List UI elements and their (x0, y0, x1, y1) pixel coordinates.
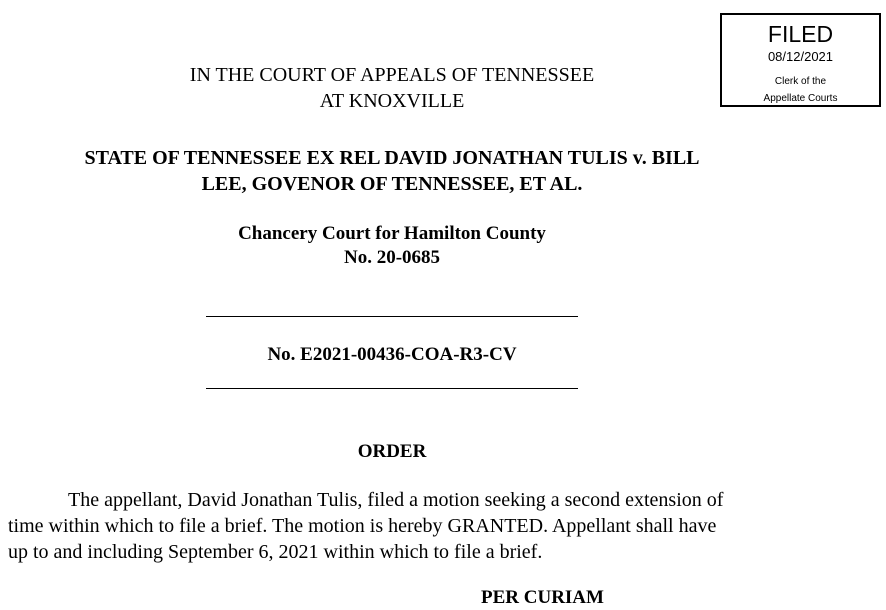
order-line-3: up to and including September 6, 2021 within which to file a brief. (8, 541, 543, 563)
filed-status: FILED (767, 21, 834, 47)
docket-number: No. E2021-00436-COA-R3-CV (267, 344, 517, 365)
clerk-line-1: Clerk of the (774, 76, 827, 87)
order-body (8, 487, 786, 565)
trial-court-name: Chancery Court for Hamilton County (238, 223, 546, 244)
divider-bottom (206, 388, 578, 389)
order-line-1: The appellant, David Jonathan Tulis, filed a motion seeking a second extension of (68, 489, 724, 511)
court-name: IN THE COURT OF APPEALS OF TENNESSEE (189, 64, 595, 86)
caption-line-2: LEE, GOVENOR OF TENNESSEE, ET AL. (201, 173, 583, 195)
court-location: AT KNOXVILLE (319, 90, 465, 112)
court-heading (0, 62, 784, 114)
case-caption (0, 145, 784, 197)
signature-per-curiam: PER CURIAM (481, 587, 604, 608)
order-heading: ORDER (357, 441, 427, 462)
order-line-2: time within which to file a brief. The motion is hereby GRANTED. Appellant shall have (8, 515, 717, 537)
filed-date: 08/12/2021 (767, 49, 834, 64)
trial-court-info (0, 222, 784, 270)
clerk-line-2: Appellate Courts (763, 93, 838, 104)
caption-line-1: STATE OF TENNESSEE EX REL DAVID JONATHAN TULIS v. BILL (84, 147, 700, 169)
divider-top (206, 316, 578, 317)
trial-court-number: No. 20-0685 (343, 247, 441, 268)
